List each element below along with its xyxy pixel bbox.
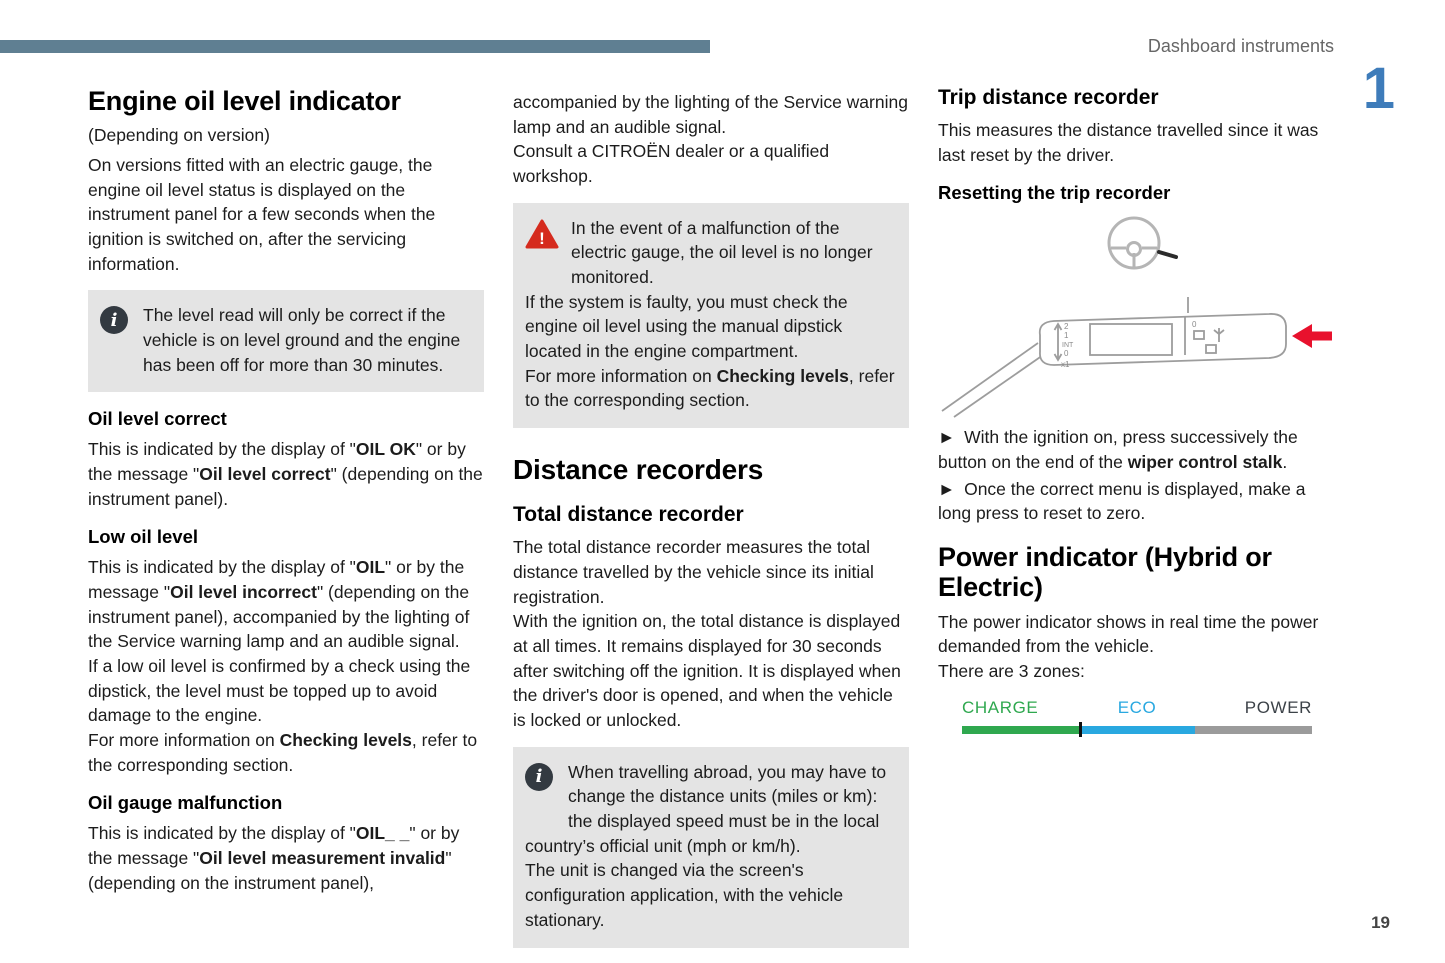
- svg-text:2: 2: [1064, 322, 1069, 332]
- instruction-bullet: ► With the ignition on, press successively the button on the end of the wiper control stalk.: [938, 427, 1298, 473]
- chapter-divider-bar: [0, 40, 710, 53]
- subheading-oil-level-correct: Oil level correct: [88, 408, 227, 430]
- wiper-stalk-illustration: [938, 211, 1334, 419]
- info-icon: i: [100, 306, 128, 334]
- warning-box-gauge-malfunction: [513, 203, 909, 428]
- svg-text:!: !: [539, 228, 545, 248]
- info-box-text: The level read will only be correct if the vehicle is on level ground and the engine has been off for more than 30 minutes.: [143, 305, 461, 375]
- subheading-oil-gauge-malfunction: Oil gauge malfunction: [88, 792, 283, 814]
- svg-text:INT: INT: [1062, 342, 1074, 350]
- red-arrow-icon: [1292, 324, 1332, 348]
- instruction-bullet: ► Once the correct menu is displayed, make a long press to reset to zero.: [938, 478, 1306, 524]
- svg-text:1: 1: [1064, 331, 1069, 341]
- paragraph: This measures the distance travelled since it was last reset by the driver.: [938, 120, 1319, 165]
- column-right: [938, 86, 1334, 734]
- wiper-control-stalk: [942, 297, 1286, 417]
- svg-text:x1: x1: [1061, 360, 1070, 370]
- paragraph: The total distance recorder measures the total distance travelled by the vehicle since its initial registration.: [513, 537, 874, 607]
- subheading-resetting-trip-recorder: Resetting the trip recorder: [938, 182, 1171, 204]
- power-needle-tick: [1079, 722, 1082, 737]
- paragraph: The power indicator shows in real time the power demanded from the vehicle.: [938, 611, 1319, 657]
- page-header-title: Dashboard instruments: [1147, 36, 1334, 56]
- subheading-total-distance-recorder: Total distance recorder: [513, 503, 744, 527]
- info-box-text: When travelling abroad, you may have to change the distance units (miles or km): the displayed speed must be in the local country’s official unit (mph or km/h).: [525, 761, 887, 856]
- steering-wheel-icon: [1109, 218, 1176, 268]
- power-zone-label: POWER: [1244, 697, 1313, 717]
- paragraph: Consult a CITROËN dealer or a qualified workshop.: [513, 141, 830, 187]
- eco-zone-label: ECO: [1117, 697, 1157, 717]
- warning-box-text: In the event of a malfunction of the electric gauge, the oil level is no longer monitored.: [571, 217, 873, 288]
- subheading-low-oil-level: Low oil level: [88, 526, 198, 548]
- paragraph: If a low oil level is confirmed by a check using the dipstick, the level must be topped up to avoid damage to the engine.: [88, 655, 471, 726]
- paragraph: This is indicated by the display of "OIL" or by the message "Oil level incorrect" (depending on the instrument panel), accompanied by the lighting of the Service warning lamp and an audible signal.: [88, 557, 470, 652]
- paragraph: With the ignition on, the total distance is displayed at all times. It remains displayed for 30 seconds after switching off the ignition. It is displayed when the driver's door is opened, and when the vehicle is locked or unlocked.: [513, 611, 901, 731]
- svg-text:0: 0: [1192, 320, 1197, 330]
- eco-zone-bar: [1079, 726, 1196, 734]
- paragraph: For more information on Checking levels, refer to the corresponding section.: [88, 730, 478, 775]
- warning-box-text: If the system is faulty, you must check the engine oil level using the manual dipstick located in the engine compartment.: [525, 291, 848, 362]
- paragraph: On versions fitted with an electric gauge, the engine oil level status is displayed on the instrument panel for a few seconds when the ignition is switched on, after the servicing information.: [88, 154, 436, 274]
- warning-icon: [525, 219, 559, 250]
- info-box-text: The unit is changed via the screen's configuration application, with the vehicle stationary.: [525, 860, 844, 930]
- charge-zone-bar: [962, 726, 1079, 734]
- section-title-distance-recorders: Distance recorders: [513, 454, 764, 486]
- paragraph: This is indicated by the display of "OIL OK" or by the message "Oil level correct" (depending on the instrument panel).: [88, 439, 483, 509]
- depending-on-version-note: (Depending on version): [88, 125, 270, 146]
- paragraph: There are 3 zones:: [938, 660, 1085, 681]
- power-indicator-graphic: [938, 697, 1313, 734]
- paragraph: accompanied by the lighting of the Service warning lamp and an audible signal.: [513, 92, 908, 137]
- section-title-power-indicator: Power indicator (Hybrid or Electric): [938, 542, 1272, 603]
- chapter-number: 1: [1362, 56, 1395, 121]
- paragraph: This is indicated by the display of "OIL_ _" or by the message "Oil level measurement invalid" (depending on the instrument panel),: [88, 823, 460, 893]
- info-box-oil-level: [88, 290, 484, 392]
- info-box-distance-units: [513, 747, 909, 948]
- power-zones-bar: [962, 726, 1312, 734]
- power-zone-bar: [1195, 726, 1312, 734]
- section-title-engine-oil: Engine oil level indicator: [88, 86, 401, 116]
- subheading-trip-distance-recorder: Trip distance recorder: [938, 86, 1159, 109]
- charge-zone-label: CHARGE: [962, 697, 1039, 717]
- svg-text:0: 0: [1064, 349, 1069, 359]
- column-left: [88, 86, 484, 895]
- info-icon: i: [525, 763, 553, 791]
- warning-box-text: For more information on Checking levels, refer to the corresponding section.: [525, 365, 895, 411]
- page-number: 19: [1371, 913, 1390, 932]
- column-middle: [513, 90, 909, 963]
